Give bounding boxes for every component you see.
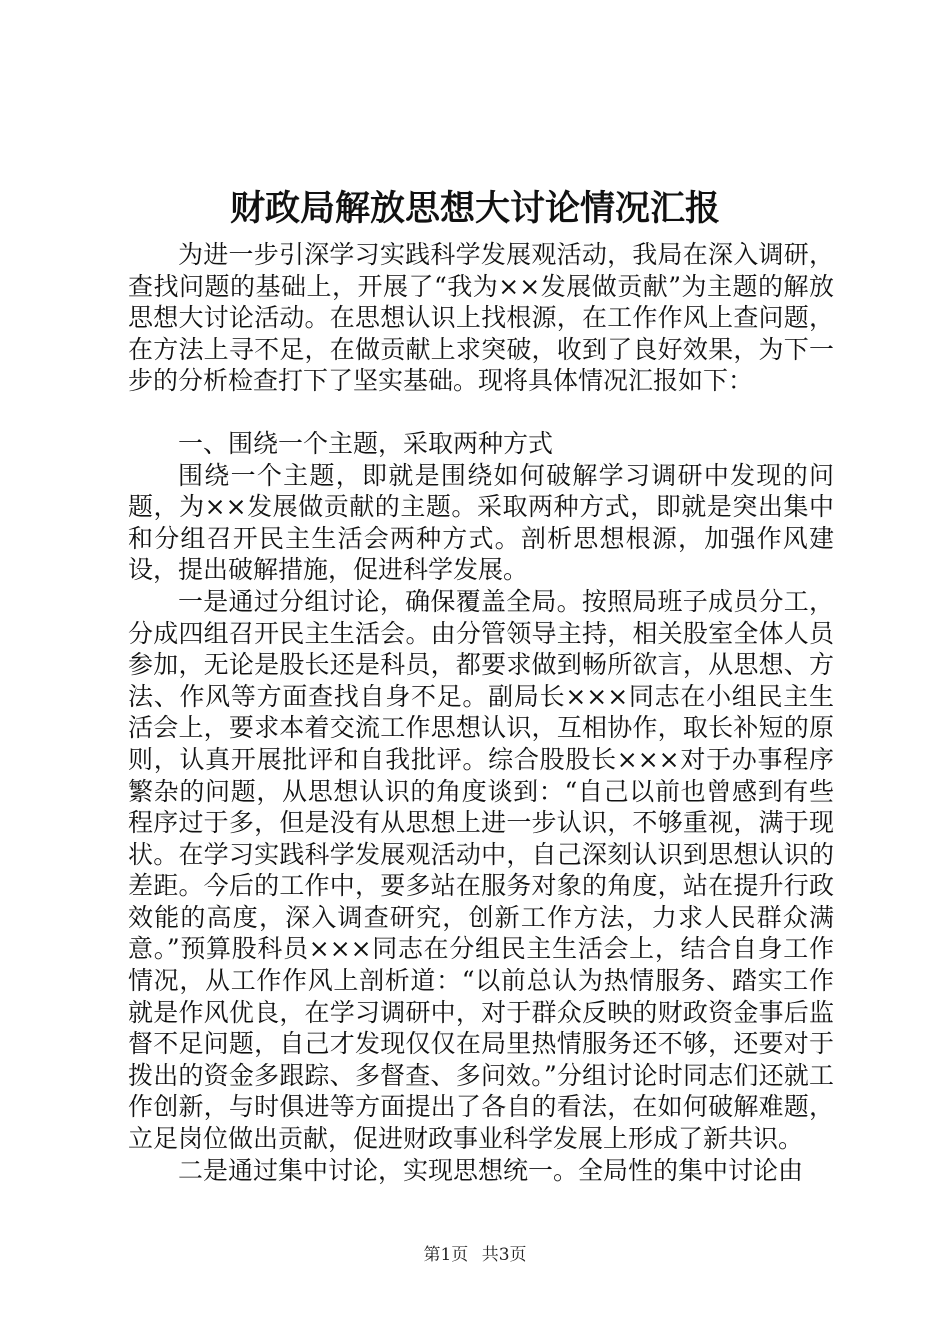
body-paragraph: 一是通过分组讨论，确保覆盖全局。按照局班子成员分工，分成四组召开民主生活会。由分管领导主持，相关股室全体人员参加，无论是股长还是科员，都要求做到畅所欲言，从思想、方法、作风等方面查找自身不足。副局长×××同志在小组民主生活会上，要求本着交流工作思想认识，互相协作，取长补短的原则，认真开展批评和自我批评。综合股股长×××对于办事程序繁杂的问题，从思想认识的角度谈到：“自己以前也曾感到有些程序过于多，但是没有从思想上进一步认识，不够重视，满于现状。在学习实践科学发展观活动中，自己深刻认识到思想认识的差距。今后的工作中，要多站在服务对象的角度，站在提升行政效能的高度，深入调查研究，创新工作方法，力求人民群众满意。”预算股科员×××同志在分组民主生活会上，结合自身工作情况，从工作作风上剖析道：“以前总认为热情服务、踏实工作就是作风优良，在学习调研中，对于群众反映的财政资金事后监督不足问题，自己才发现仅仅在局里热情服务还不够，还要对于拨出的资金多跟踪、多督查、多问效。”分组讨论时同志们还就工作创新，与时俱进等方面提出了各自的看法，在如何破解难题，立足岗位做出贡献，促进财政事业科学发展上形成了新共识。 <box>128 586 834 1154</box>
document-body <box>128 239 834 1186</box>
intro-paragraph: 为进一步引深学习实践科学发展观活动，我局在深入调研，查找问题的基础上，开展了“我为××发展做贡献”为主题的解放思想大讨论活动。在思想认识上找根源，在工作作风上查问题，在方法上寻不足，在做贡献上求突破，收到了良好效果，为下一步的分析检查打下了坚实基础。现将具体情况汇报如下： <box>128 240 834 396</box>
page-footer <box>0 1244 950 1266</box>
section-heading: 一、围绕一个主题，采取两种方式 <box>178 428 554 458</box>
document-title: 财政局解放思想大讨论情况汇报 <box>229 188 720 229</box>
body-paragraph: 二是通过集中讨论，实现思想统一。全局性的集中讨论由 <box>178 1155 804 1185</box>
page-total: 共3页 <box>481 1245 527 1265</box>
body-paragraph: 围绕一个主题，即就是围绕如何破解学习调研中发现的问题，为××发展做贡献的主题。采取两种方式，即就是突出集中和分组召开民主生活会两种方式。剖析思想根源，加强作风建设，提出破解措施，促进科学发展。 <box>128 460 834 585</box>
page-number: 第1页 <box>423 1245 469 1265</box>
